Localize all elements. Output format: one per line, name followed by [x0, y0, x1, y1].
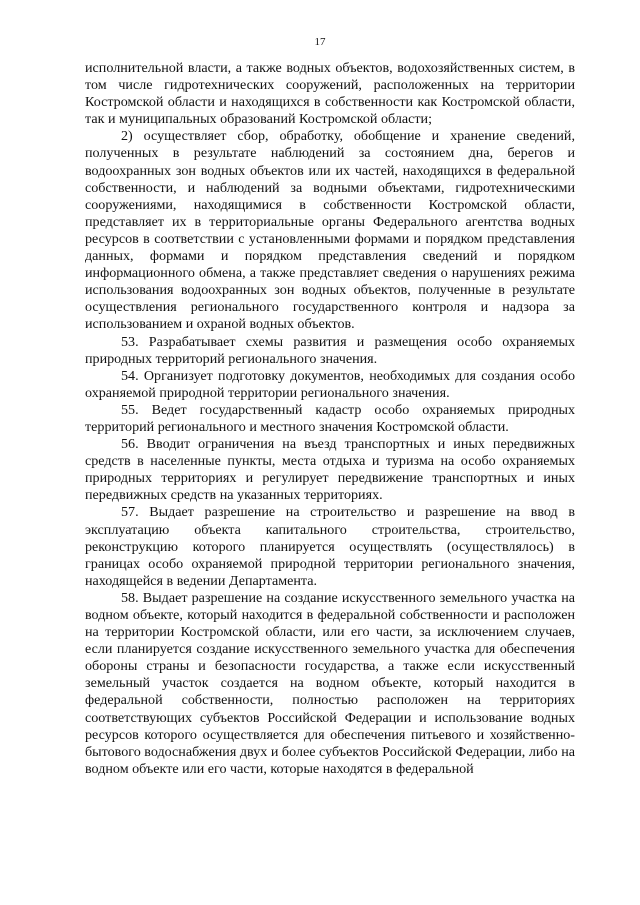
paragraph-53: 53. Разрабатывает схемы развития и размещения особо охраняемых природных территорий регионального значения. — [85, 333, 575, 367]
paragraph-54: 54. Организует подготовку документов, необходимых для создания особо охраняемой природной территории регионального значения. — [85, 367, 575, 401]
paragraph-56: 56. Вводит ограничения на въезд транспортных и иных передвижных средств в населенные пункты, места отдыха и туризма на особо охраняемых природных территориях и регулирует передвижение транспортных и иных передвижных средств на указанных территориях. — [85, 436, 575, 504]
paragraph-item-2: 2) осуществляет сбор, обработку, обобщение и хранение сведений, полученных в результате наблюдений за состоянием дна, берегов и водоохранных зон водных объектов или их частей, находящихся в федеральной собственности, и наблюдений за водными объектами, гидротехническими сооружениями, находящимися в собственности Костромской области, представляет их в территориальные органы Федерального агентства водных ресурсов в соответствии с установленными формами и порядком представления данных, формами и порядком представления сведений и порядком информационного обмена, а также представляет сведения о нарушениях режима использования водоохранных зон водных объектов, полученные в результате осуществления регионального государственного контроля и надзора за использованием и охраной водных объектов. — [85, 128, 575, 333]
paragraph-58: 58. Выдает разрешение на создание искусственного земельного участка на водном объекте, который находится в федеральной собственности и расположен на территории Костромской области, или его части, за исключением случаев, если планируется создание искусственного земельного участка для обеспечения обороны страны и безопасности государства, а также если искусственный земельный участок создается на водном объекте, который находится в федеральной собственности, полностью расположен на территориях соответствующих субъектов Российской Федерации и использование водных ресурсов которого осуществляется для обеспечения питьевого и хозяйственно-бытового водоснабжения двух и более субъектов Российской Федерации, либо на водном объекте или его части, которые находятся в федеральной — [85, 589, 575, 777]
document-body — [85, 60, 575, 778]
paragraph-57: 57. Выдает разрешение на строительство и разрешение на ввод в эксплуатацию объекта капитального строительства, строительство, реконструкцию которого планируется осуществлять (осуществлялось) в границах особо охраняемой природной территории регионального значения, находящейся в ведении Департамента. — [85, 504, 575, 589]
page-number: 17 — [314, 36, 326, 48]
paragraph-continuation: исполнительной власти, а также водных объектов, водохозяйственных систем, в том числе гидротехнических сооружений, расположенных на территории Костромской области и находящихся в собственности как Костромской области, так и муниципальных образований Костромской области; — [85, 60, 575, 128]
paragraph-55: 55. Ведет государственный кадастр особо охраняемых природных территорий регионального и местного значения Костромской области. — [85, 401, 575, 435]
